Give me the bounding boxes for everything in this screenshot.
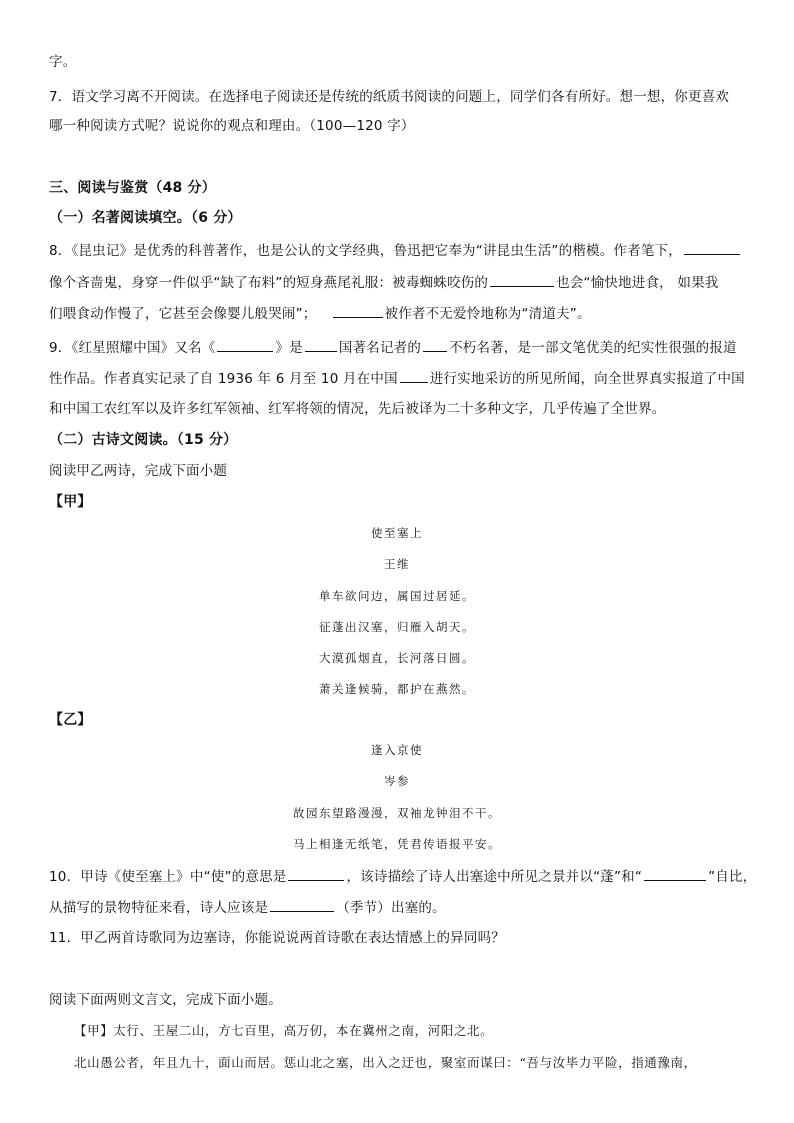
q8-text-2: 像个吝啬鬼，身穿一件似乎“缺了布料”的短身燕尾礼服：被毒蜘蛛咬伤的	[49, 275, 489, 291]
q8-text-3: 也会“愉快地进食， 如果我	[556, 275, 719, 291]
q8-line-3	[49, 303, 749, 324]
q7-line-1: 7．语文学习离不开阅读。在选择电子阅读还是传统的纸质书阅读的问题上，同学们各有所好。想一想，你更喜欢	[49, 89, 730, 105]
q9-line-3: 和中国工农红军以及许多红军领袖、红军将领的情况，先后被译为二十多种文字，几乎传遍了全世界。	[49, 401, 666, 417]
q8-text-4: 们喂食动作慢了，它甚至会像婴儿般哭闹”；	[49, 306, 317, 322]
q8-line-1	[49, 240, 749, 261]
classical-intro: 阅读下面两则文言文，完成下面小题。	[49, 992, 282, 1008]
q11-text: 11．甲乙两首诗歌同为边塞诗，你能说说两首诗歌在表达情感上的异同吗？	[49, 930, 505, 946]
poem-1-line-1: 单车欲问边，属国过居延。	[319, 589, 475, 603]
q10-line-1	[49, 866, 757, 887]
q9-text-1: 9．《红星照耀中国》又名《	[49, 340, 216, 356]
q8-line-2	[49, 272, 749, 293]
q9-text-6: 进行实地采访的所见所闻，向全世界真实报道了中国	[429, 371, 745, 387]
poem-2-line-1: 故园东望路漫漫，双袖龙钟泪不干。	[293, 806, 501, 820]
q10-text-5: （季节）出塞的。	[336, 900, 446, 916]
q7-line-2: 哪一种阅读方式呢？说说你的观点和理由。（100—120 字）	[49, 118, 415, 134]
label-jia: 【甲】	[49, 494, 92, 510]
q9-blank-2[interactable]	[305, 337, 337, 352]
q9-blank-4[interactable]	[400, 368, 428, 383]
part-1-title: （一）名著阅读填空。（6 分）	[49, 210, 242, 226]
q9-line-2	[49, 368, 749, 389]
poem-1-line-3: 大漠孤烟直，长河落日圆。	[319, 651, 475, 665]
section-3-title: 三、阅读与鉴赏（48 分）	[49, 180, 216, 196]
classical-jia-line-1: 【甲】太行、王屋二山，方七百里，高万仞，本在冀州之南，河阳之北。	[74, 1023, 494, 1038]
poem-2-title: 逢入京使	[371, 743, 423, 757]
poem-intro: 阅读甲乙两诗，完成下面小题	[49, 463, 228, 479]
q9-text-2: 》是	[275, 340, 303, 356]
q10-blank-1[interactable]	[288, 866, 344, 881]
q10-text-2: ，该诗描绘了诗人出塞途中所见之景并以“蓬”和“	[346, 869, 643, 885]
q10-line-2	[49, 897, 749, 918]
poem-1-author: 王维	[384, 557, 410, 571]
q9-blank-3[interactable]	[423, 337, 447, 352]
part-2-title: （二）古诗文阅读。（15 分）	[49, 432, 238, 448]
classical-jia-line-2: 北山愚公者，年且九十，面山而居。惩山北之塞，出入之迂也，聚室而谋曰：“吾与汝毕力平险，指通豫南，	[74, 1055, 697, 1070]
poem-2-author: 岑参	[384, 774, 410, 788]
q9-text-5: 性作品。作者真实记录了自 1936 年 6 月至 10 月在中国	[49, 371, 398, 387]
q8-text-1: 8．《昆虫记》是优秀的科普著作，也是公认的文学经典，鲁迅把它奉为“讲昆虫生活”的楷模。作者笔下，	[49, 243, 682, 259]
q8-text-5: 被作者不无爱怜地称为“清道夫”。	[384, 306, 591, 322]
q9-text-4: 不朽名著，是一部文笔优美的纪实性很强的报道	[449, 340, 737, 356]
q9-blank-1[interactable]	[217, 337, 273, 352]
poem-1-line-4: 萧关逢候骑，都护在燕然。	[319, 682, 475, 696]
q10-text-4: 从描写的景物特征来看，诗人应该是	[49, 900, 269, 916]
poem-2-line-2: 马上相逢无纸笔，凭君传语报平安。	[293, 837, 501, 851]
poem-1-line-2: 征蓬出汉塞，归雁入胡天。	[319, 620, 475, 634]
q8-blank-1[interactable]	[684, 240, 740, 255]
q9-text-3: 国著名记者的	[338, 340, 422, 356]
q9-line-1	[49, 337, 749, 358]
q10-text-3: ”自比，	[708, 869, 757, 885]
q10-blank-2[interactable]	[644, 866, 706, 881]
q8-blank-3[interactable]	[333, 303, 383, 318]
q10-blank-3[interactable]	[270, 897, 334, 912]
q10-text-1: 10．甲诗《使至塞上》中“使”的意思是	[49, 869, 287, 885]
q8-blank-2[interactable]	[490, 272, 554, 287]
label-yi: 【乙】	[49, 712, 92, 728]
poem-1-title: 使至塞上	[371, 526, 423, 540]
q6-tail-text: 字。	[49, 54, 77, 70]
